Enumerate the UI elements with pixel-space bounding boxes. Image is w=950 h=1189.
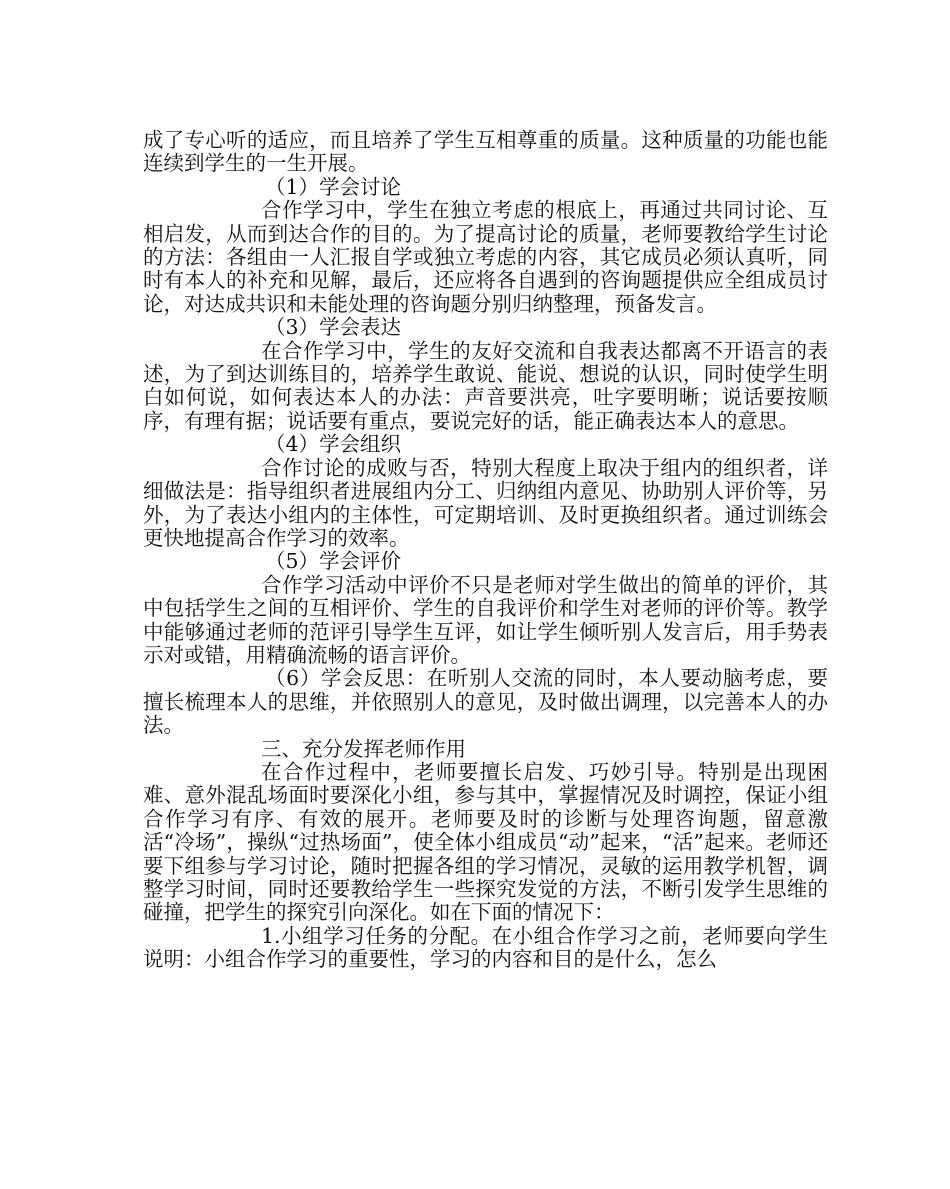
section-heading-teacher-role: 三、充分发挥老师作用 — [261, 736, 466, 761]
section-heading-evaluation: （5）学会评价 — [265, 549, 402, 574]
section-heading-discussion: （1）学会讨论 — [265, 174, 402, 199]
paragraph: 1.小组学习任务的分配。在小组合作学习之前，老师要向学生说明：小组合作学习的重要性，学习的内容和目的是什么，怎么 — [143, 923, 828, 972]
section-heading-expression: （3）学会表达 — [265, 315, 402, 340]
document-body — [143, 129, 828, 972]
section-heading-reflection: （6）学会反思：在听别人交流的同时，本人要动脑考虑，要擅长梳理本人的思维，并依照别人的意见，及时做出调理，以完善本人的办法。 — [143, 666, 828, 738]
paragraph: 合作学习活动中评价不只是老师对学生做出的简单的评价，其中包括学生之间的互相评价、学生的自我评价和学生对老师的评价等。教学中能够通过老师的范评引导学生互评，如让学生倾听别人发言后，用手势表示对或错，用精确流畅的语言评价。 — [143, 572, 828, 667]
paragraph: 合作学习中，学生在独立考虑的根底上，再通过共同讨论、互相启发，从而到达合作的目的。为了提高讨论的质量，老师要教给学生讨论的方法：各组由一人汇报自学或独立考虑的内容，其它成员必须认真听，同时有本人的补充和见解，最后，还应将各自遇到的咨询题提供应全组成员讨论，对达成共识和未能处理的咨询题分别归纳整理，预备发言。 — [143, 198, 828, 316]
paragraph: 在合作学习中，学生的友好交流和自我表达都离不开语言的表述，为了到达训练目的，培养学生敢说、能说、想说的认识，同时使学生明白如何说，如何表达本人的办法：声音要洪亮，吐字要明晰；说话要按顺序，有理有据；说话要有重点，要说完好的话，能正确表达本人的意思。 — [143, 338, 828, 433]
section-heading-organization: （4）学会组织 — [265, 432, 402, 457]
paragraph: 合作讨论的成败与否，特别大程度上取决于组内的组织者，详细做法是：指导组织者进展组内分工、归纳组内意见、协助别人评价等，另外，为了表达小组内的主体性，可定期培训、及时更换组织者。通过训练会更快地提高合作学习的效率。 — [143, 455, 828, 550]
paragraph-continued: 成了专心听的适应，而且培养了学生互相尊重的质量。这种质量的功能也能连续到学生的一生开展。 — [143, 128, 828, 176]
paragraph: 在合作过程中，老师要擅长启发、巧妙引导。特别是出现困难、意外混乱场面时要深化小组，参与其中，掌握情况及时调控，保证小组合作学习有序、有效的展开。老师要及时的诊断与处理咨询题，留意激活“冷场”，操纵“过热场面”，使全体小组成员“动”起来，“活”起来。老师还要下组参与学习讨论，随时把握各组的学习情况，灵敏的运用教学机智，调整学习时间，同时还要教给学生一些探究发觉的方法，不断引发学生思维的碰撞，把学生的探究引向深化。如在下面的情况下： — [143, 759, 828, 925]
